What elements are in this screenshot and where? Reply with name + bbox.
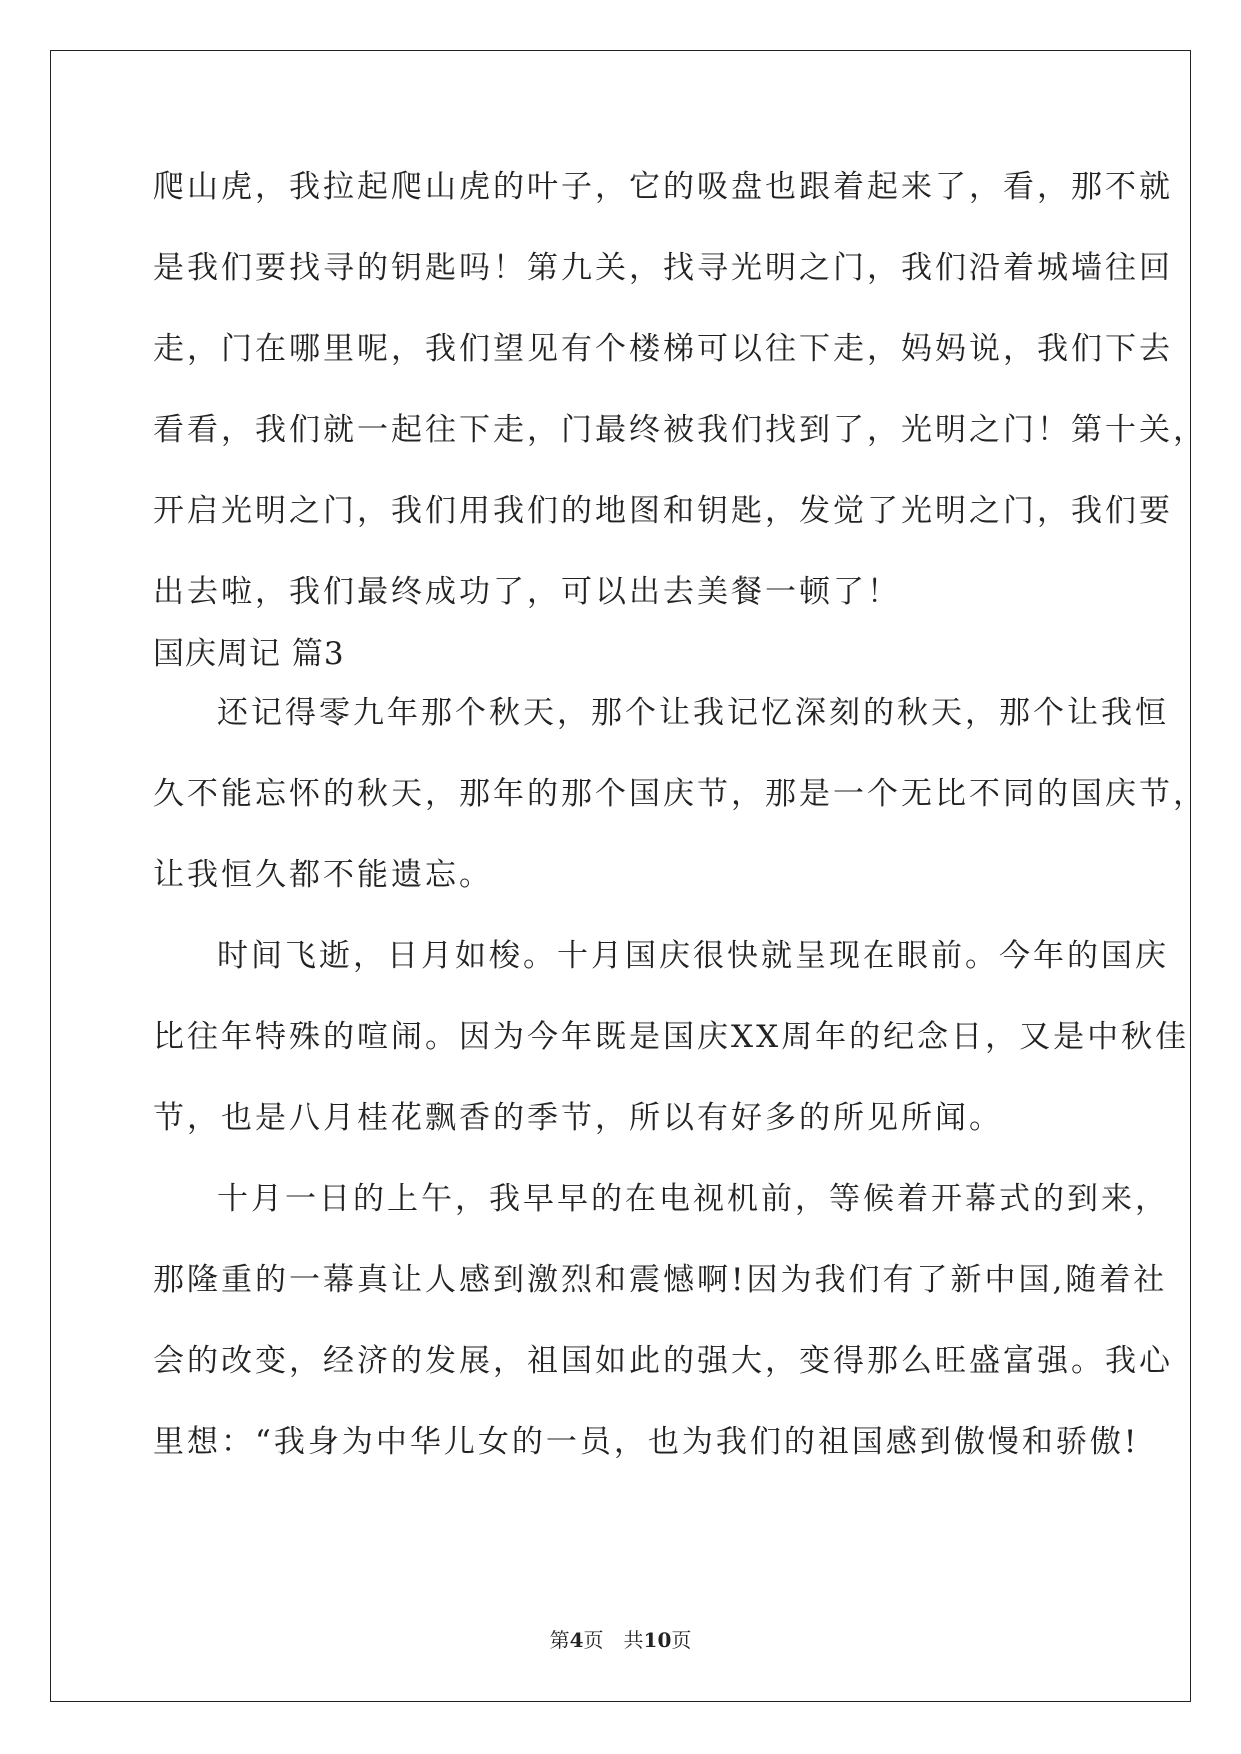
text-line: 节，也是八月桂花飘香的季节，所以有好多的所见所闻。 bbox=[153, 1100, 1003, 1136]
text-line: 让我恒久都不能遗忘。 bbox=[153, 857, 493, 893]
text-line: 出去啦，我们最终成功了，可以出去美餐一顿了！ bbox=[153, 574, 901, 610]
footer-suffix: 页 bbox=[671, 1628, 692, 1652]
text-line: 比往年特殊的喧闹。因为今年既是国庆XX周年的纪念日，又是中秋佳 bbox=[153, 1019, 1190, 1055]
text-line: 十月一日的上午，我早早的在电视机前，等候着开幕式的到来， bbox=[217, 1181, 1169, 1217]
paragraph-1 bbox=[153, 167, 1207, 634]
text-line: 是我们要找寻的钥匙吗！第九关，找寻光明之门，我们沿着城墙往回 bbox=[153, 250, 1173, 286]
text-line: 还记得零九年那个秋天，那个让我记忆深刻的秋天，那个让我恒 bbox=[217, 695, 1169, 731]
text-line: 那隆重的一幕真让人感到激烈和震憾啊!因为我们有了新中国,随着社 bbox=[153, 1262, 1168, 1298]
text-line: 走，门在哪里呢，我们望见有个楼梯可以往下走，妈妈说，我们下去 bbox=[153, 331, 1173, 367]
text-line: 时间飞逝，日月如梭。十月国庆很快就呈现在眼前。今年的国庆 bbox=[217, 938, 1169, 974]
page-number-footer bbox=[0, 1624, 1241, 1653]
text-line: 爬山虎，我拉起爬山虎的叶子，它的吸盘也跟着起来了，看，那不就 bbox=[153, 169, 1173, 205]
section-heading: 国庆周记 篇3 bbox=[153, 636, 345, 672]
paragraph-3 bbox=[153, 936, 1190, 1179]
text-line: 里想：“我身为中华儿女的一员，也为我们的祖国感到傲慢和骄傲! bbox=[153, 1424, 1140, 1460]
text-line: 会的改变，经济的发展，祖国如此的强大，变得那么旺盛富强。我心 bbox=[153, 1343, 1173, 1379]
text-line: 开启光明之门，我们用我们的地图和钥匙，发觉了光明之门，我们要 bbox=[153, 493, 1173, 529]
text-line: 看看，我们就一起往下走，门最终被我们找到了，光明之门！第十关， bbox=[153, 412, 1207, 448]
paragraph-4 bbox=[153, 1179, 1173, 1503]
document-body bbox=[153, 167, 1207, 1503]
text-line: 久不能忘怀的秋天，那年的那个国庆节，那是一个无比不同的国庆节， bbox=[153, 776, 1207, 812]
paragraph-2 bbox=[153, 693, 1207, 936]
footer-prefix: 第 bbox=[549, 1628, 570, 1652]
total-page-number: 10 bbox=[643, 1628, 672, 1652]
current-page-number: 4 bbox=[569, 1628, 584, 1652]
footer-mid: 页 共 bbox=[583, 1628, 644, 1652]
